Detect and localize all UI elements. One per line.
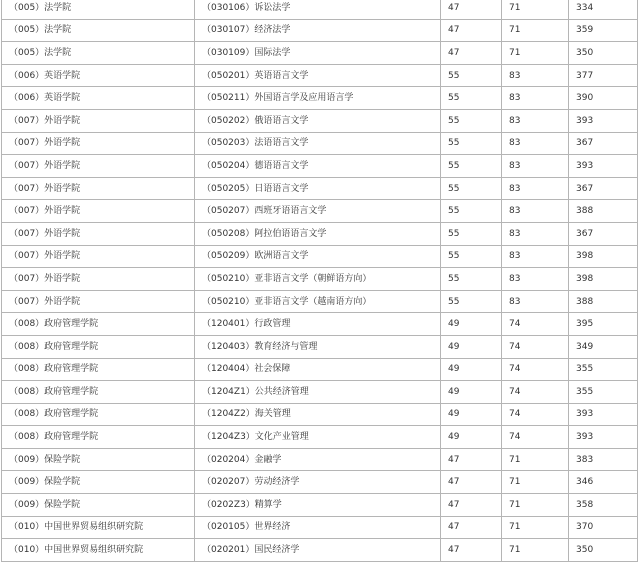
score-cell-politics-english: 47 [441,471,502,494]
score-cell-politics-english: 49 [441,335,502,358]
school-cell: （006）英语学院 [2,64,195,87]
score-cell-subjects: 83 [502,64,569,87]
score-cell-total: 334 [569,0,638,19]
major-cell: （050208）阿拉伯语语言文学 [195,222,441,245]
score-cell-total: 367 [569,132,638,155]
table-row [2,358,638,381]
score-cell-subjects: 83 [502,245,569,268]
score-cell-total: 393 [569,109,638,132]
score-cell-total: 393 [569,426,638,449]
score-cell-politics-english: 47 [441,0,502,19]
score-cell-politics-english: 47 [441,494,502,517]
table-row [2,539,638,562]
score-cell-subjects: 74 [502,381,569,404]
school-cell: （009）保险学院 [2,494,195,517]
score-cell-subjects: 74 [502,313,569,336]
table-row [2,222,638,245]
score-cell-total: 398 [569,245,638,268]
score-cell-subjects: 71 [502,448,569,471]
score-cell-total: 350 [569,539,638,562]
score-cell-total: 370 [569,516,638,539]
major-cell: （050211）外国语言学及应用语言学 [195,87,441,110]
major-cell: （120404）社会保障 [195,358,441,381]
major-cell: （050202）俄语语言文学 [195,109,441,132]
major-cell: （050201）英语语言文学 [195,64,441,87]
score-cell-total: 390 [569,87,638,110]
score-cell-politics-english: 47 [441,516,502,539]
major-cell: （030107）经济法学 [195,19,441,42]
major-cell: （1204Z1）公共经济管理 [195,381,441,404]
score-cell-politics-english: 49 [441,403,502,426]
major-cell: （020105）世界经济 [195,516,441,539]
table-row [2,268,638,291]
score-cell-politics-english: 55 [441,155,502,178]
score-cell-politics-english: 55 [441,222,502,245]
major-cell: （050207）西班牙语语言文学 [195,200,441,223]
school-cell: （008）政府管理学院 [2,358,195,381]
score-cell-subjects: 83 [502,109,569,132]
score-cell-subjects: 71 [502,539,569,562]
major-cell: （020204）金融学 [195,448,441,471]
score-cell-total: 393 [569,403,638,426]
score-cell-politics-english: 55 [441,64,502,87]
major-cell: （020207）劳动经济学 [195,471,441,494]
score-cell-subjects: 83 [502,200,569,223]
table-row [2,448,638,471]
score-cell-subjects: 71 [502,0,569,19]
major-cell: （0202Z3）精算学 [195,494,441,517]
score-cell-politics-english: 55 [441,177,502,200]
table-row [2,381,638,404]
score-cell-subjects: 83 [502,155,569,178]
table-row [2,426,638,449]
major-cell: （050210）亚非语言文学（朝鲜语方向） [195,268,441,291]
score-cell-total: 395 [569,313,638,336]
score-cell-politics-english: 55 [441,245,502,268]
table-row [2,290,638,313]
score-cell-total: 367 [569,222,638,245]
major-cell: （020201）国民经济学 [195,539,441,562]
score-cell-politics-english: 49 [441,358,502,381]
score-cell-total: 383 [569,448,638,471]
score-cell-total: 377 [569,64,638,87]
score-cell-total: 393 [569,155,638,178]
major-cell: （050209）欧洲语言文学 [195,245,441,268]
score-cell-subjects: 74 [502,426,569,449]
table-row [2,42,638,65]
school-cell: （007）外语学院 [2,290,195,313]
score-cell-politics-english: 47 [441,448,502,471]
major-cell: （050203）法语语言文学 [195,132,441,155]
score-cell-subjects: 83 [502,177,569,200]
score-cell-politics-english: 49 [441,426,502,449]
score-cell-politics-english: 47 [441,539,502,562]
table-row [2,64,638,87]
school-cell: （010）中国世界贸易组织研究院 [2,539,195,562]
table-row [2,155,638,178]
table-row [2,87,638,110]
major-cell: （1204Z2）海关管理 [195,403,441,426]
school-cell: （007）外语学院 [2,245,195,268]
school-cell: （010）中国世界贸易组织研究院 [2,516,195,539]
score-cell-subjects: 71 [502,516,569,539]
score-cell-subjects: 74 [502,358,569,381]
score-cell-total: 388 [569,200,638,223]
score-cell-subjects: 71 [502,19,569,42]
score-cell-subjects: 83 [502,222,569,245]
score-cell-politics-english: 47 [441,42,502,65]
score-cell-politics-english: 55 [441,290,502,313]
score-cell-total: 355 [569,381,638,404]
score-cell-subjects: 83 [502,268,569,291]
score-cell-subjects: 74 [502,403,569,426]
score-cell-total: 398 [569,268,638,291]
score-cell-politics-english: 55 [441,268,502,291]
score-cell-total: 388 [569,290,638,313]
school-cell: （007）外语学院 [2,109,195,132]
table-row [2,494,638,517]
score-cell-total: 349 [569,335,638,358]
score-cell-politics-english: 55 [441,87,502,110]
table-row [2,516,638,539]
school-cell: （007）外语学院 [2,222,195,245]
school-cell: （008）政府管理学院 [2,403,195,426]
school-cell: （007）外语学院 [2,132,195,155]
school-cell: （008）政府管理学院 [2,381,195,404]
major-cell: （030106）诉讼法学 [195,0,441,19]
major-cell: （050205）日语语言文学 [195,177,441,200]
table-row [2,200,638,223]
table-row [2,335,638,358]
school-cell: （007）外语学院 [2,177,195,200]
score-cell-politics-english: 55 [441,132,502,155]
score-cell-politics-english: 49 [441,313,502,336]
school-cell: （006）英语学院 [2,87,195,110]
score-table-body [2,0,638,561]
major-cell: （050210）亚非语言文学（越南语方向） [195,290,441,313]
school-cell: （007）外语学院 [2,200,195,223]
school-cell: （007）外语学院 [2,155,195,178]
score-cell-subjects: 74 [502,335,569,358]
major-cell: （050204）德语语言文学 [195,155,441,178]
school-cell: （008）政府管理学院 [2,335,195,358]
school-cell: （005）法学院 [2,0,195,19]
score-cell-subjects: 83 [502,290,569,313]
school-cell: （005）法学院 [2,42,195,65]
score-cell-politics-english: 55 [441,200,502,223]
score-cell-total: 350 [569,42,638,65]
score-cell-total: 367 [569,177,638,200]
score-cell-subjects: 83 [502,87,569,110]
school-cell: （008）政府管理学院 [2,426,195,449]
score-cell-total: 355 [569,358,638,381]
table-row [2,313,638,336]
score-cell-subjects: 71 [502,42,569,65]
major-cell: （120401）行政管理 [195,313,441,336]
table-row [2,19,638,42]
score-cell-politics-english: 55 [441,109,502,132]
table-row [2,132,638,155]
table-row [2,109,638,132]
school-cell: （009）保险学院 [2,448,195,471]
table-row [2,177,638,200]
major-cell: （030109）国际法学 [195,42,441,65]
table-row [2,0,638,19]
score-cell-subjects: 71 [502,494,569,517]
score-table [1,0,638,562]
major-cell: （120403）教育经济与管理 [195,335,441,358]
score-cell-politics-english: 49 [441,381,502,404]
table-row [2,245,638,268]
school-cell: （005）法学院 [2,19,195,42]
school-cell: （009）保险学院 [2,471,195,494]
table-row [2,471,638,494]
score-cell-total: 358 [569,494,638,517]
major-cell: （1204Z3）文化产业管理 [195,426,441,449]
score-cell-subjects: 83 [502,132,569,155]
school-cell: （008）政府管理学院 [2,313,195,336]
score-cell-subjects: 71 [502,471,569,494]
school-cell: （007）外语学院 [2,268,195,291]
score-cell-total: 346 [569,471,638,494]
table-row [2,403,638,426]
score-cell-politics-english: 47 [441,19,502,42]
score-table-container [1,0,637,562]
score-cell-total: 359 [569,19,638,42]
